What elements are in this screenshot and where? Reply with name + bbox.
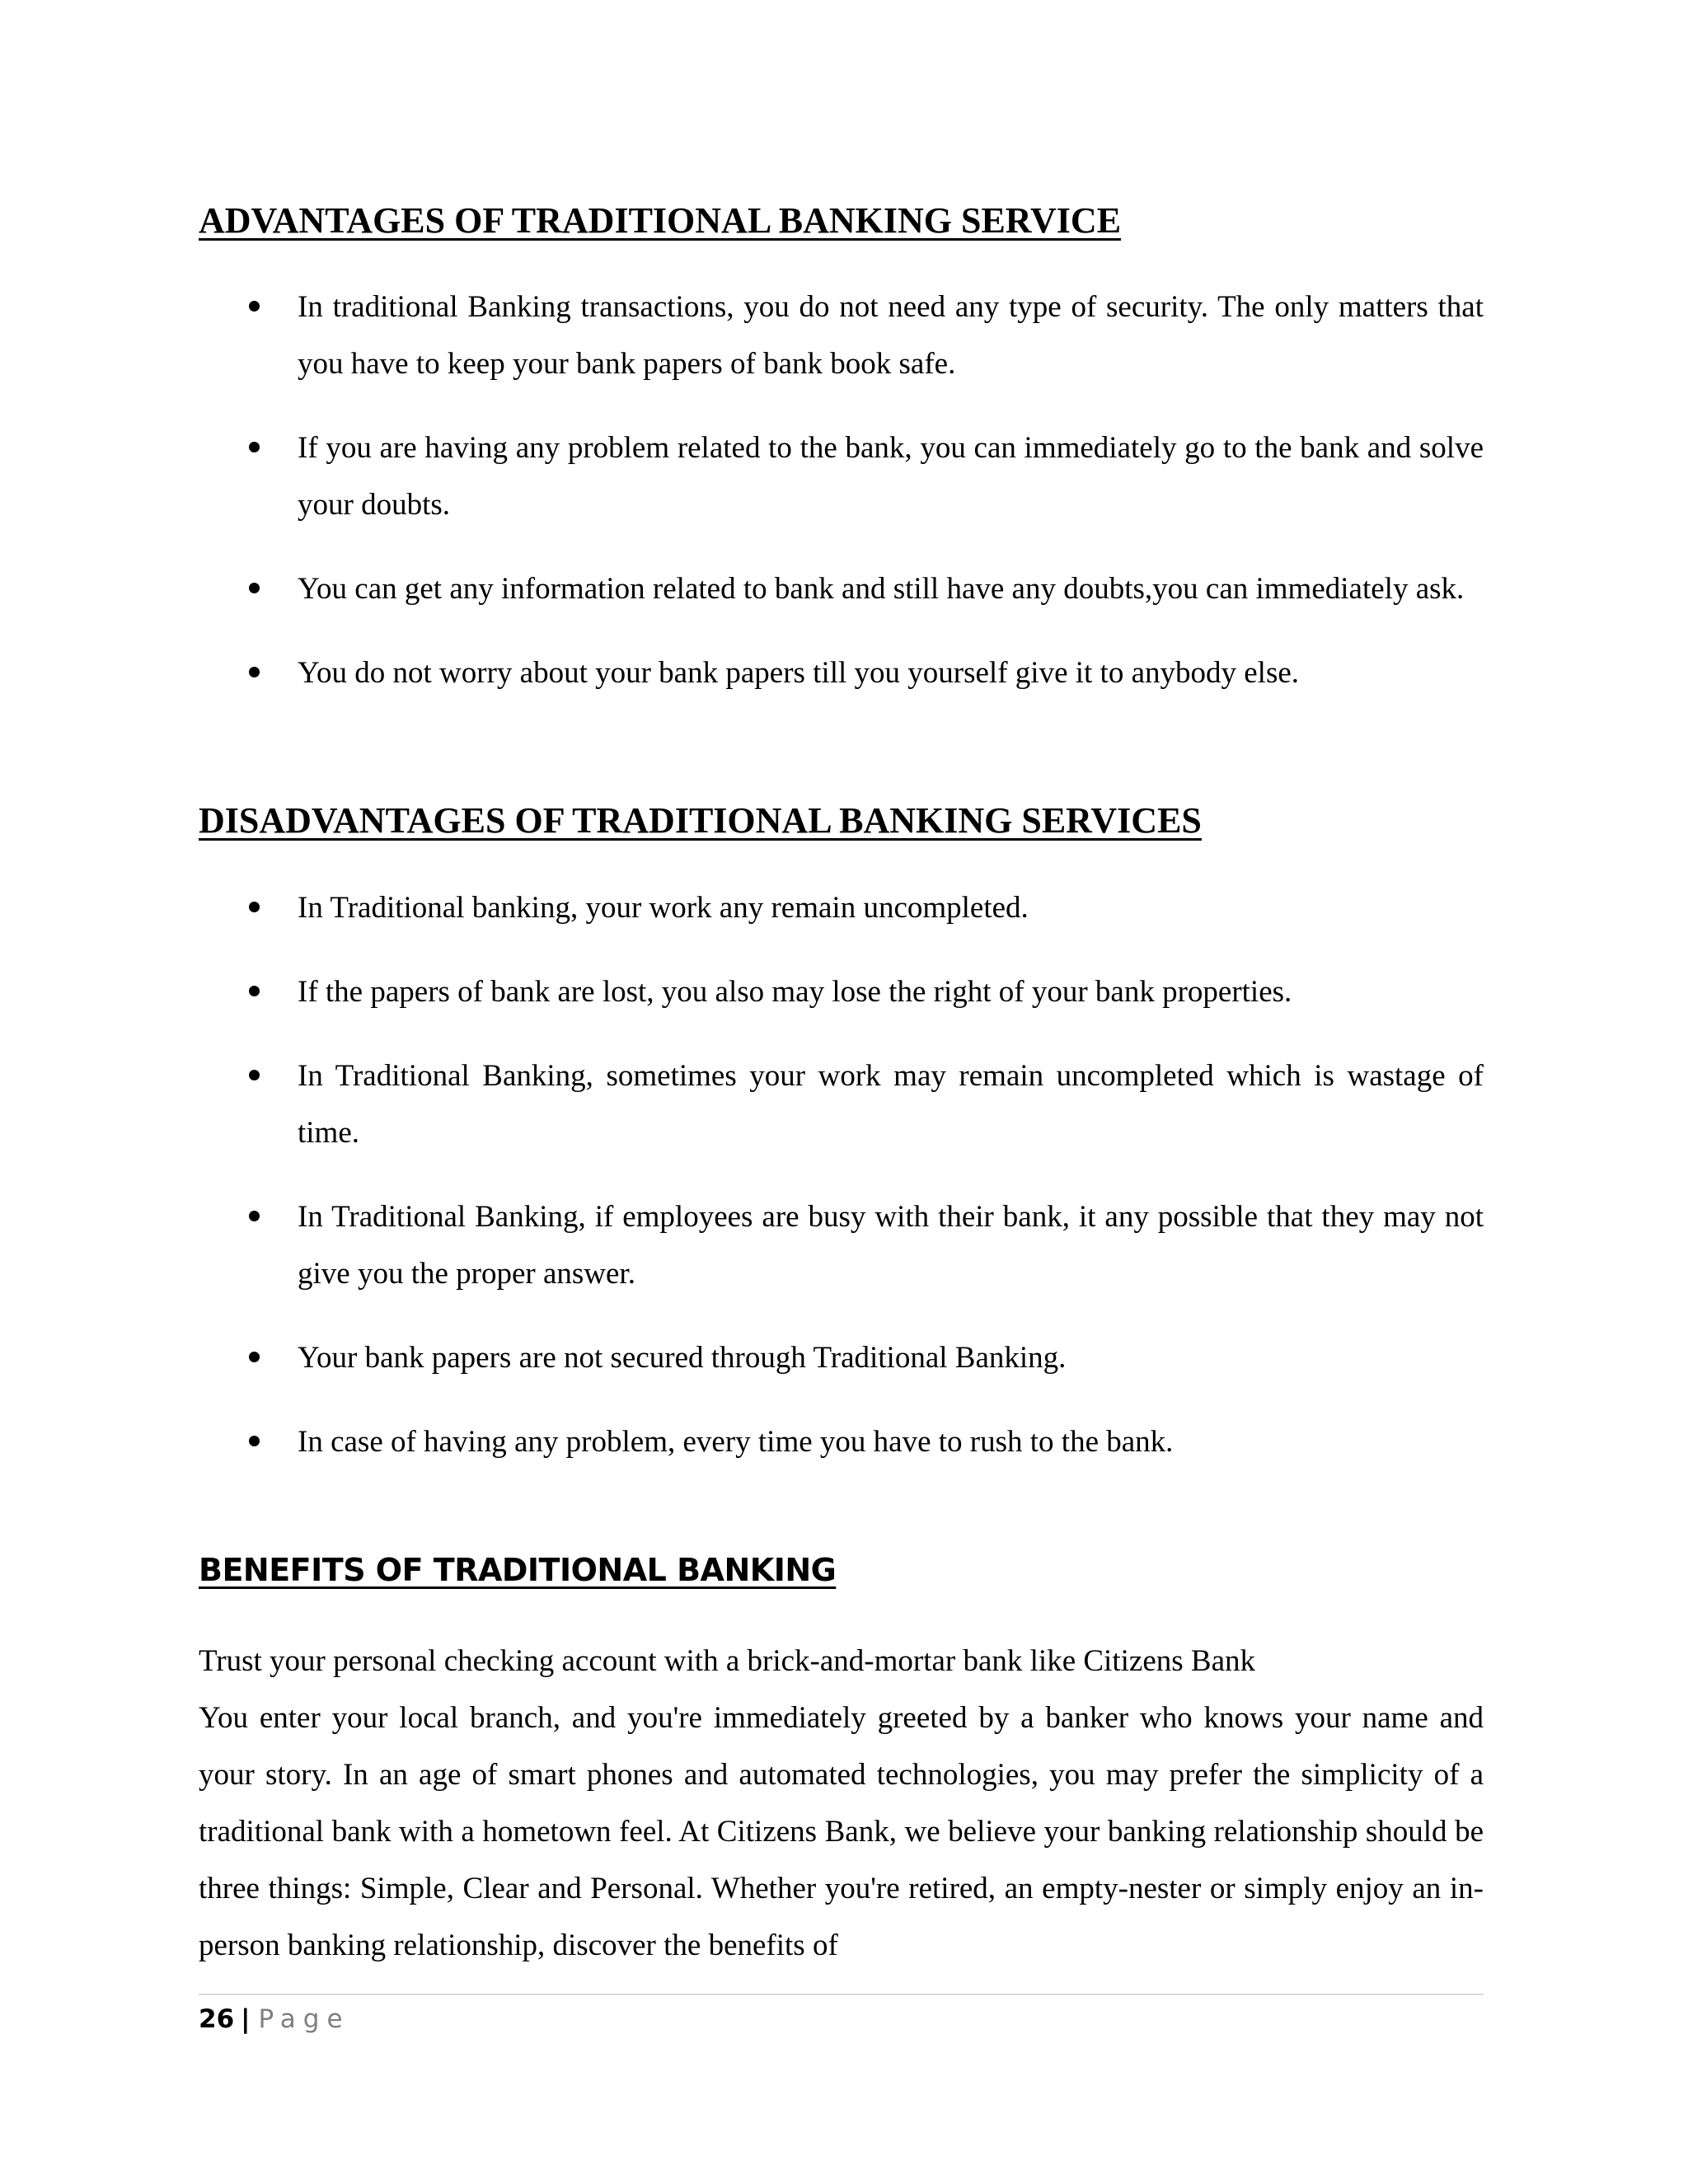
footer-separator: | xyxy=(241,2004,251,2034)
footer-divider xyxy=(199,1994,1484,1995)
benefits-paragraph xyxy=(199,1633,1484,1974)
bullet-icon xyxy=(249,583,260,593)
list-item-text: In case of having any problem, every time you have to rush to the bank. xyxy=(298,1425,1174,1459)
bullet-icon xyxy=(249,1211,260,1221)
bullet-icon xyxy=(249,1352,260,1362)
bullet-icon xyxy=(249,1436,260,1446)
list-item xyxy=(199,963,1484,1020)
list-item xyxy=(199,1329,1484,1386)
advantages-list xyxy=(199,279,1484,701)
bullet-icon xyxy=(249,301,260,312)
list-item-text: In Traditional banking, your work any remain uncompleted. xyxy=(298,891,1029,925)
page-footer xyxy=(199,2003,350,2036)
list-item-text: If you are having any problem related to the bank, you can immediately go to the bank and solve your doubts. xyxy=(298,431,1484,522)
list-item xyxy=(199,419,1484,533)
list-item-text: In Traditional Banking, sometimes your work may remain uncompleted which is wastage of time. xyxy=(298,1059,1484,1150)
page-number: 26 xyxy=(199,2004,235,2034)
list-item xyxy=(199,1047,1484,1161)
bullet-icon xyxy=(249,442,260,452)
list-item-text: Your bank papers are not secured through Traditional Banking. xyxy=(298,1341,1067,1375)
list-item-text: In Traditional Banking, if employees are busy with their bank, it any possible that they may not give you the proper answer. xyxy=(298,1200,1484,1291)
list-item xyxy=(199,1413,1484,1470)
list-item-text: You can get any information related to bank and still have any doubts,you can immediately ask. xyxy=(298,572,1465,606)
benefits-heading: BENEFITS OF TRADITIONAL BANKING xyxy=(199,1552,837,1588)
disadvantages-list xyxy=(199,879,1484,1470)
list-item-text: In traditional Banking transactions, you do not need any type of security. The only matters that you have to keep your bank papers of bank book safe. xyxy=(298,290,1484,381)
list-item xyxy=(199,644,1484,701)
list-item xyxy=(199,879,1484,936)
disadvantages-heading: DISADVANTAGES OF TRADITIONAL BANKING SERVICES xyxy=(199,800,1202,841)
benefits-body: You enter your local branch, and you're immediately greeted by a banker who knows your name and your story. In an age of smart phones and automated technologies, you may prefer the simplicity of a traditional bank with a hometown feel. At Citizens Bank, we believe your banking relationship should be three things: Simple, Clear and Personal. Whether you're retired, an empty-nester or simply enjoy an in-person banking relationship, discover the benefits of xyxy=(199,1701,1484,1962)
bullet-icon xyxy=(249,1070,260,1080)
bullet-icon xyxy=(249,902,260,912)
benefits-intro: Trust your personal checking account with a brick-and-mortar bank like Citizens Bank xyxy=(199,1644,1255,1678)
advantages-heading: ADVANTAGES OF TRADITIONAL BANKING SERVICE xyxy=(199,200,1122,241)
bullet-icon xyxy=(249,986,260,996)
page-label: Page xyxy=(258,2004,350,2034)
list-item-text: You do not worry about your bank papers till you yourself give it to anybody else. xyxy=(298,656,1300,690)
list-item xyxy=(199,1188,1484,1302)
list-item xyxy=(199,279,1484,392)
list-item-text: If the papers of bank are lost, you also may lose the right of your bank properties. xyxy=(298,975,1292,1009)
bullet-icon xyxy=(249,667,260,677)
list-item xyxy=(199,560,1484,617)
